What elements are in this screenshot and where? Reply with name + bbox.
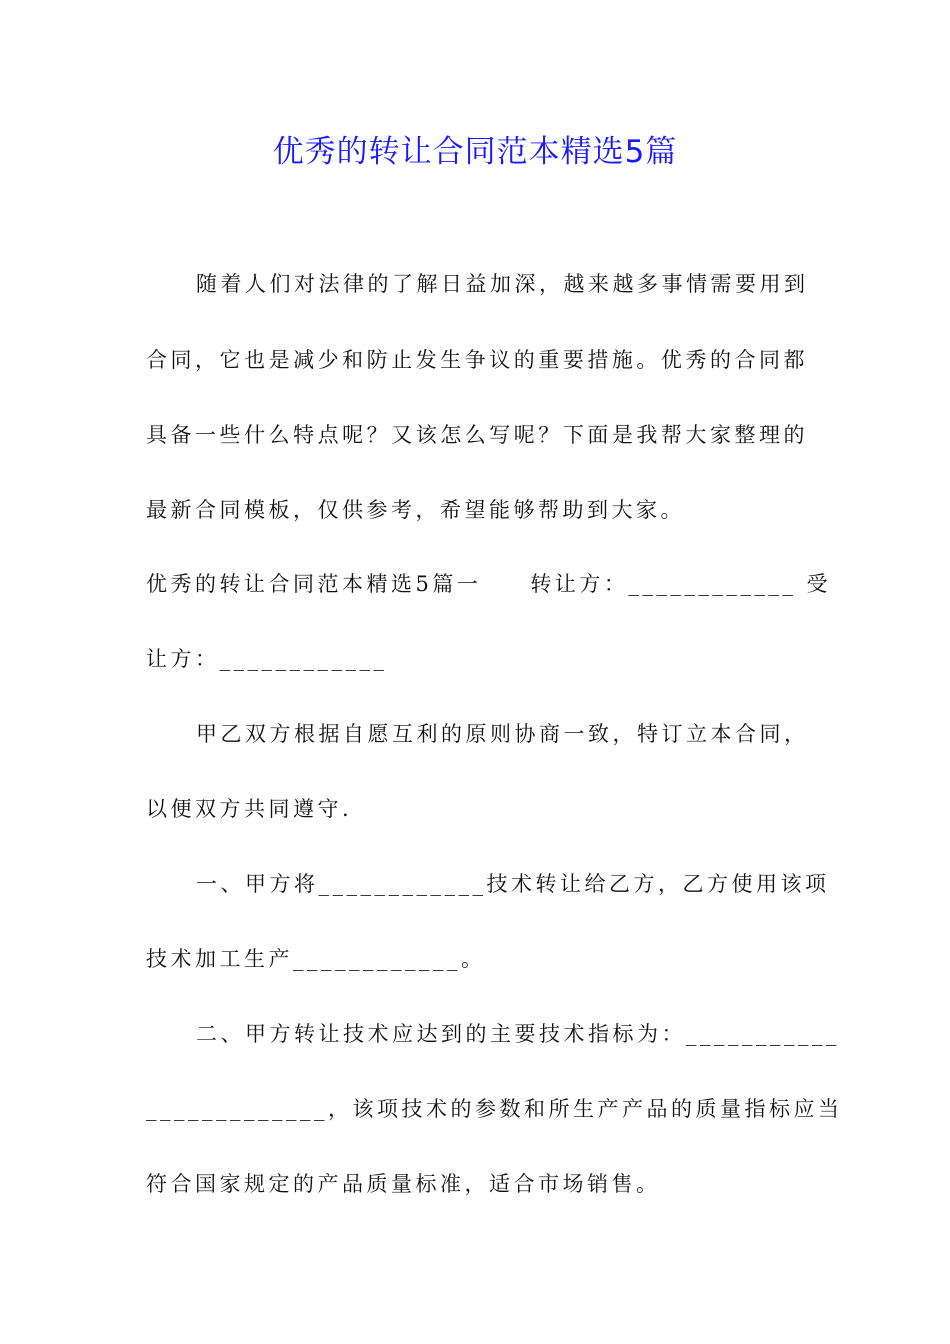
- clause-2-line-3: 符合国家规定的产品质量标准，适合市场销售。: [146, 1172, 661, 1196]
- clause-2-line-2: _____________，该项技术的参数和所生产产品的质量指标应当: [146, 1097, 843, 1121]
- clause-1-line-1: 一、甲方将____________技术转让给乙方，乙方使用该项: [196, 872, 830, 896]
- section-heading-transferor-line: 优秀的转让合同范本精选5篇一 转让方：____________ 受: [146, 572, 832, 596]
- intro-line-3: 具备一些什么特点呢？又该怎么写呢？下面是我帮大家整理的: [146, 423, 808, 447]
- document-title: 优秀的转让合同范本精选5篇: [272, 134, 678, 170]
- intro-line-1: 随着人们对法律的了解日益加深，越来越多事情需要用到: [196, 272, 809, 296]
- intro-line-4: 最新合同模板，仅供参考，希望能够帮助到大家。: [146, 498, 685, 522]
- intro-line-2: 合同，它也是减少和防止发生争议的重要措施。优秀的合同都: [146, 348, 808, 372]
- clause-1-line-2: 技术加工生产____________。: [146, 947, 486, 971]
- agreement-line-2: 以便双方共同遵守.: [146, 797, 353, 821]
- agreement-line-1: 甲乙双方根据自愿互利的原则协商一致，特订立本合同，: [196, 722, 809, 746]
- transferee-line: 让方：____________: [146, 647, 388, 671]
- clause-2-line-1: 二、甲方转让技术应达到的主要技术指标为：___________: [196, 1022, 840, 1046]
